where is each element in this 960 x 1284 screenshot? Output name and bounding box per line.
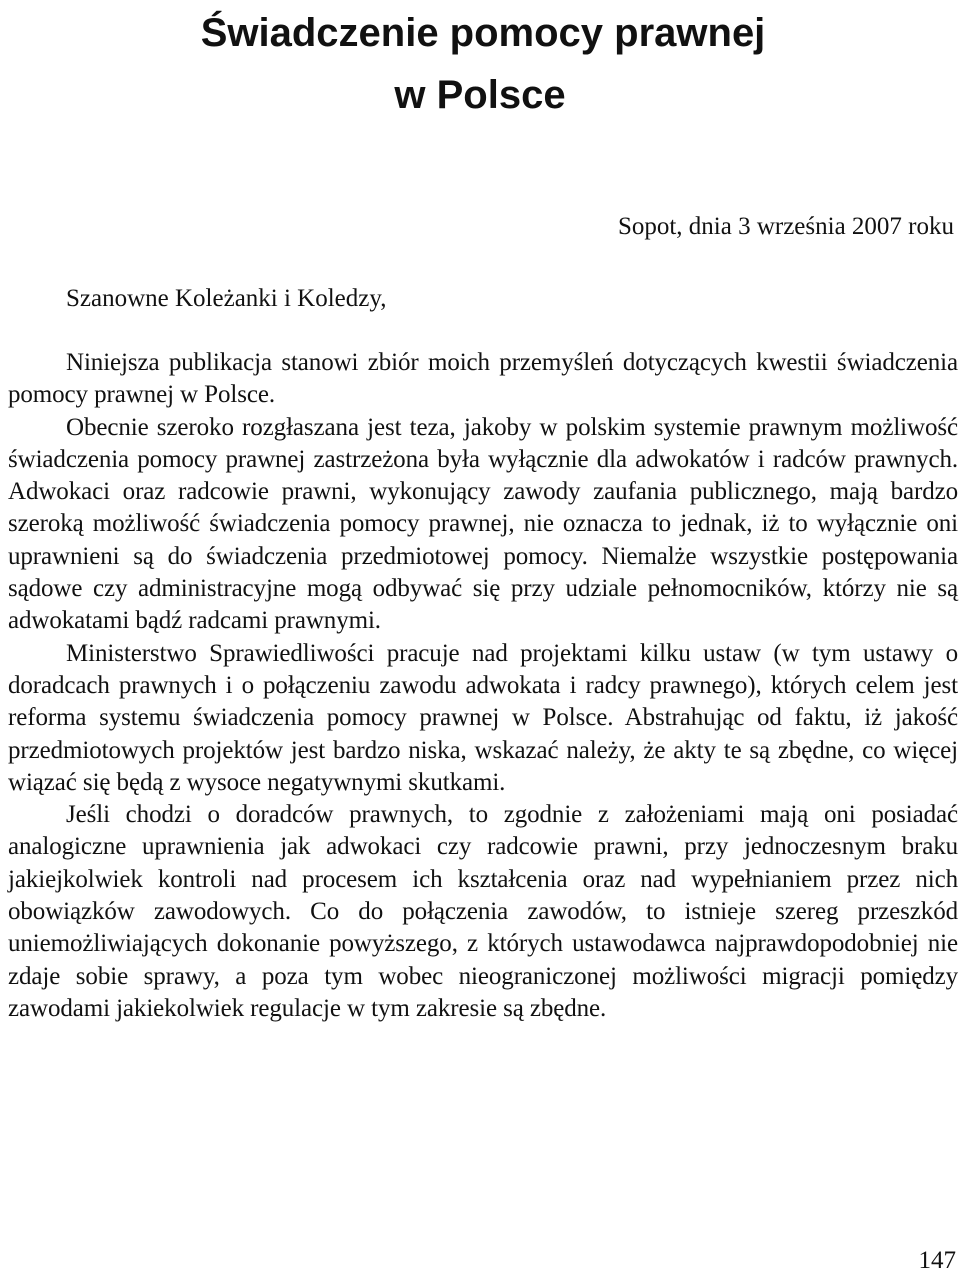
paragraph-2: Obecnie szeroko rozgłaszana jest teza, jakoby w polskim systemie prawnym możliwość świadczenia pomocy prawnej zastrzeżona była wyłącznie dla adwokatów i radców prawnych. Adwokaci oraz radcowie prawni, wykonujący zawody zaufania publicznego, mają bardzo szeroką możliwość świadczenia pomocy prawnej, nie oznacza to jednak, iż to wyłącznie oni uprawnieni są do świadczenia przedmiotowej pomocy. Niemalże wszystkie postępowania sądowe czy administracyjne mogą odbywać się przy udziale pełnomocników, którzy nie są adwokatami bądź radcami prawnymi. <box>8 413 958 635</box>
salutation: Szanowne Koleżanki i Koledzy, <box>66 285 387 312</box>
paragraph-3: Ministerstwo Sprawiedliwości pracuje nad projektami kilku ustaw (w tym ustawy o doradcach prawnych i o połączeniu zawodu adwokata i radcy prawnego), których celem jest reforma systemu świadczenia pomocy prawnej w Polsce. Abstrahując od faktu, iż jakość przedmiotowych projektów jest bardzo niska, wskazać należy, że akty te są zbędne, co więcej wiązać się będą z wysoce negatywnymi skutkami. <box>8 639 958 796</box>
page-number: 147 <box>918 1247 956 1274</box>
title-line-2: w Polsce <box>394 73 566 117</box>
document-title <box>0 2 960 126</box>
paragraph-1: Niniejsza publikacja stanowi zbiór moich przemyśleń dotyczących kwestii świadczenia pomocy prawnej w Polsce. <box>8 349 958 409</box>
title-line-1: Świadczenie pomocy prawnej <box>200 11 766 55</box>
body-text <box>8 347 958 1025</box>
paragraph-4: Jeśli chodzi o doradców prawnych, to zgodnie z założeniami mają oni posiadać analogiczne uprawnienia jak adwokaci czy radcowie prawni, przy jednoczesnym braku jakiejkolwiek kontroli nad procesem ich kształcenia oraz nad wypełnianiem przez nich obowiązków zawodowych. Co do połączenia zawodów, to istnieje szereg przeszkód uniemożliwiających dokonanie powyższego, z których ustawodawca najprawdopodobniej nie zdaje sobie sprawy, a poza tym wobec nieograniczonej możliwości migracji pomiędzy zawodami jakiekolwiek regulacje w tym zakresie są zbędne. <box>8 801 958 1022</box>
dateline: Sopot, dnia 3 września 2007 roku <box>617 213 954 240</box>
